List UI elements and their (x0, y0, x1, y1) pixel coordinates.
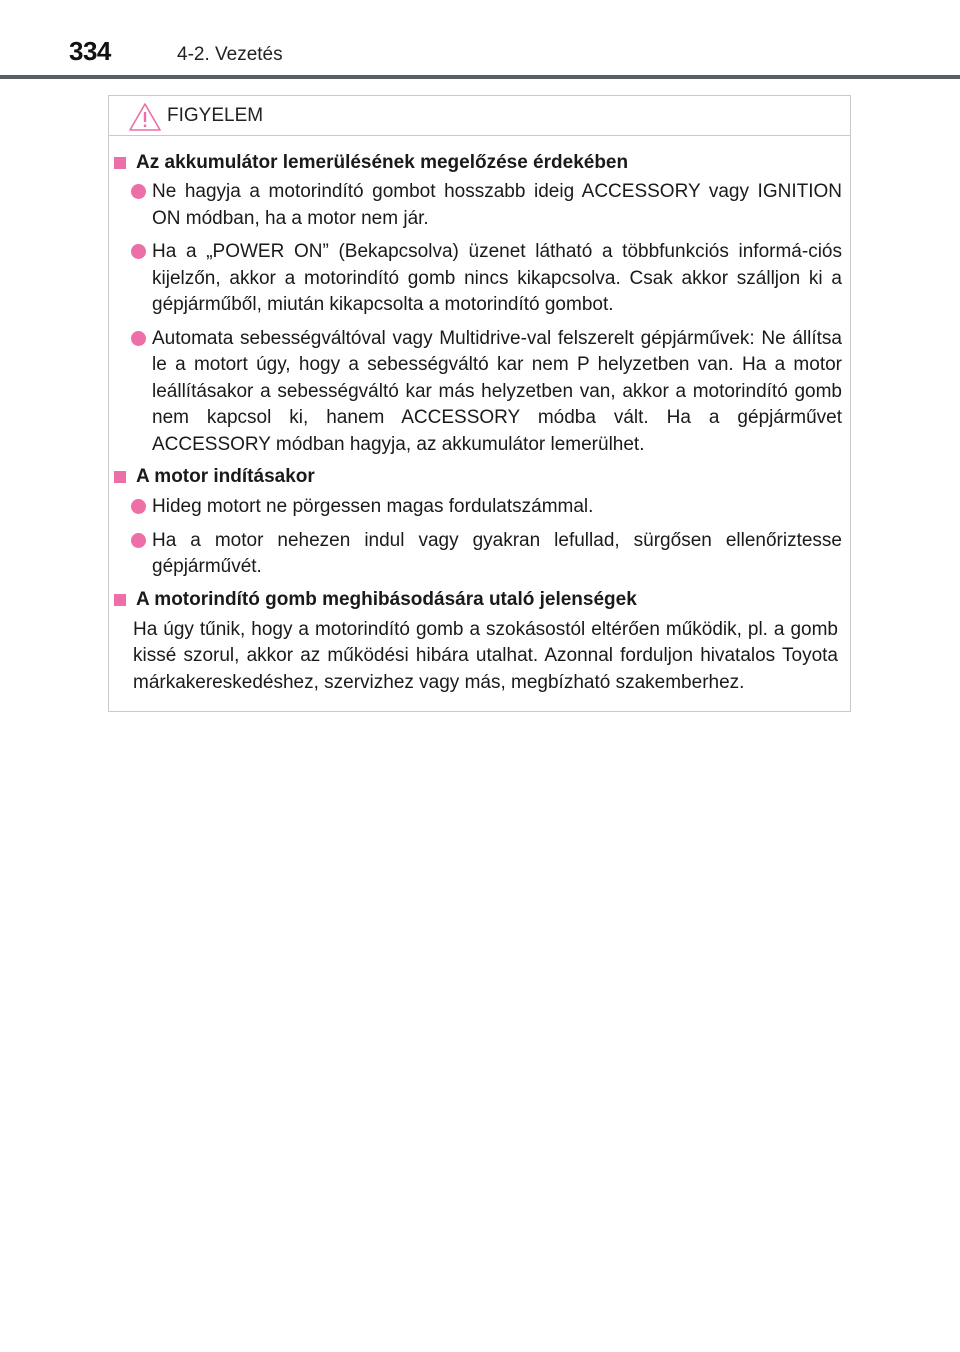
warning-body (109, 148, 850, 696)
list-item-text: Ha a „POWER ON” (Bekapcsolva) üzenet látható a többfunkciós informá-ciós kijelzőn, akkor a motorindító gomb nincs kikapcsolva. Csak akkor szálljon ki a gépjárműből, miután kikapcsolta a motorindító gombot. (152, 241, 842, 315)
section-heading-text: Az akkumulátor lemerülésének megelőzése érdekében (136, 152, 629, 173)
pink-square-icon (114, 594, 126, 606)
section-title: 4-2. Vezetés (177, 44, 283, 65)
list-item-text: Automata sebességváltóval vagy Multidrive-val felszerelt gépjárművek: Ne állítsa le a motort úgy, hogy a sebességváltó kar nem P helyzetben van. Ha a motor leállításakor a sebességváltó kar más helyzetben van, akkor a motorindító gomb nem kapcsol ki, hanem ACCESSORY módba vált. Ha a gépjárművet ACCESSORY módban hagyja, az akkumulátor lemerülhet. (152, 327, 842, 455)
page-number: 334 (69, 36, 111, 66)
header-rule (0, 75, 960, 79)
pink-dot-icon (131, 499, 146, 514)
section-heading-malfunction (112, 588, 850, 612)
warning-triangle-icon (128, 102, 162, 132)
pink-dot-icon (131, 533, 146, 548)
list-item (130, 179, 842, 232)
list-item-text: Hideg motort ne pörgessen magas fordulatszámmal. (152, 496, 594, 517)
section-heading-text: A motor indításakor (136, 466, 315, 487)
list-item-text: Ha a motor nehezen indul vagy gyakran lefullad, sürgősen ellenőriztesse gépjárművét. (152, 529, 842, 577)
pink-dot-icon (131, 244, 146, 259)
pink-square-icon (114, 157, 126, 169)
section-heading-text: A motorindító gomb meghibásodására utaló jelenségek (136, 588, 637, 610)
page-header (0, 0, 960, 80)
warning-title: FIGYELEM (167, 105, 264, 126)
list-item-text: Ne hagyja a motorindító gombot hosszabb ideig ACCESSORY vagy IGNITION ON módban, ha a motor nem jár. (152, 181, 842, 229)
pink-dot-icon (131, 331, 146, 346)
pink-dot-icon (131, 184, 146, 199)
list-item (130, 326, 842, 459)
section-heading-battery (112, 151, 850, 175)
warning-box (108, 95, 851, 712)
list-item (130, 528, 842, 581)
list-item (130, 239, 842, 319)
section-heading-starting (112, 465, 850, 489)
list-item (130, 494, 842, 521)
malfunction-paragraph: Ha úgy tűnik, hogy a motorindító gomb a szokásostól eltérően működik, pl. a gomb kissé szorul, akkor az működési hibára utalhat. Azonnal forduljon hivatalos Toyota márkakereskedéshez, szervizhez vagy más, megbízható szakemberhez. (133, 618, 838, 693)
warning-header (109, 96, 850, 136)
pink-square-icon (114, 471, 126, 483)
